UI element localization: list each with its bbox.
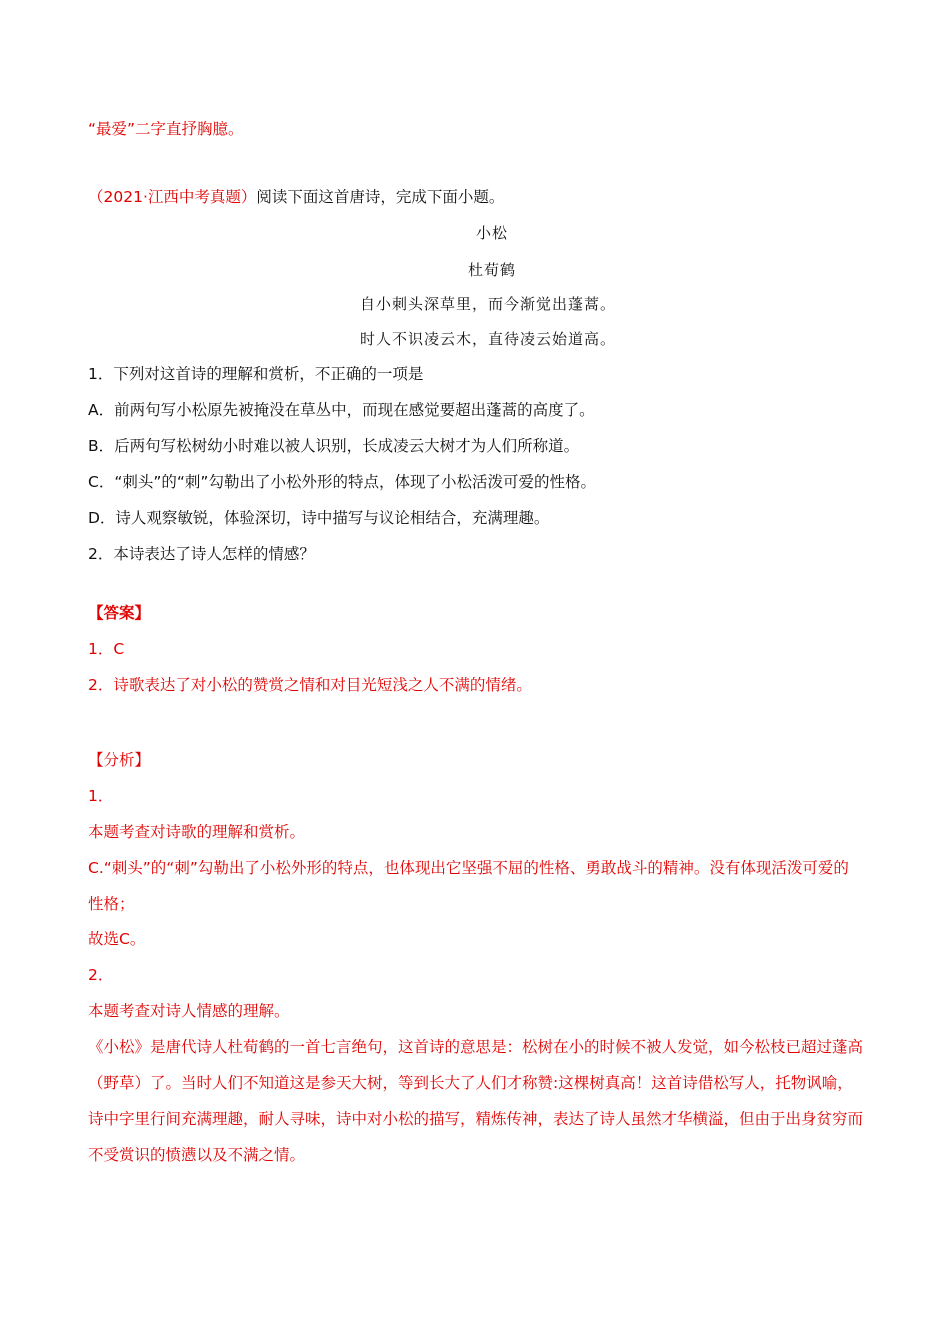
option-c: C．“刺头”的“刺”勾勒出了小松外形的特点，体现了小松活泼可爱的性格。	[88, 473, 596, 491]
question-intro	[88, 186, 504, 208]
analysis-q1-explanation: C.“刺头”的“刺”勾勒出了小松外形的特点，也体现出它坚强不屈的性格、勇敢战斗的精神。没有体现活泼可爱的性格；	[88, 859, 849, 913]
question-instruction: 阅读下面这首唐诗，完成下面小题。	[256, 188, 505, 206]
option-a: A．前两句写小松原先被掩没在草丛中，而现在感觉要超出蓬蒿的高度了。	[88, 401, 595, 419]
option-d: D．诗人观察敏锐，体验深切，诗中描写与议论相结合，充满理趣。	[88, 509, 550, 527]
option-b: B．后两句写松树幼小时难以被人识别，长成凌云大树才为人们所称道。	[88, 437, 580, 455]
analysis-q2-explanation: 《小松》是唐代诗人杜荀鹤的一首七言绝句，这首诗的意思是：松树在小的时候不被人发觉，如今松枝已超过蓬高（野草）了。当时人们不知道这是参天大树，等到长大了人们才称赞:这棵树真高！这首诗借松写人，托物讽喻，诗中字里行间充满理趣，耐人寻味，诗中对小松的描写，精炼传神，表达了诗人虽然才华横溢，但由于出身贫穷而不受赏识的愤懑以及不满之情。	[88, 1038, 864, 1164]
previous-answer-tail: “最爱”二字直抒胸臆。	[88, 120, 244, 138]
answer-item: 1．C	[88, 640, 125, 658]
analysis-q1-conclusion: 故选C。	[88, 930, 146, 948]
analysis-heading: 【分析】	[88, 751, 151, 769]
question-2-stem: 2．本诗表达了诗人怎样的情感？	[88, 545, 315, 563]
analysis-q2-number: 2．	[88, 966, 114, 984]
answer-heading: 【答案】	[88, 604, 151, 622]
answer-item: 2．诗歌表达了对小松的赞赏之情和对目光短浅之人不满的情绪。	[88, 676, 532, 694]
poem-line: 自小刺头深草里，而今渐觉出蓬蒿。	[360, 295, 617, 313]
question-source: （2021·江西中考真题）	[88, 188, 257, 206]
analysis-q2-topic: 本题考查对诗人情感的理解。	[88, 1002, 290, 1020]
poem-title: 小松	[476, 224, 509, 242]
question-1-stem: 1．下列对这首诗的理解和赏析，不正确的一项是	[88, 365, 424, 383]
poem-author: 杜荀鹤	[468, 261, 517, 279]
poem-line: 时人不识凌云木，直待凌云始道高。	[360, 330, 617, 348]
analysis-q1-number: 1．	[88, 787, 114, 805]
analysis-q1-topic: 本题考查对诗歌的理解和赏析。	[88, 823, 306, 841]
